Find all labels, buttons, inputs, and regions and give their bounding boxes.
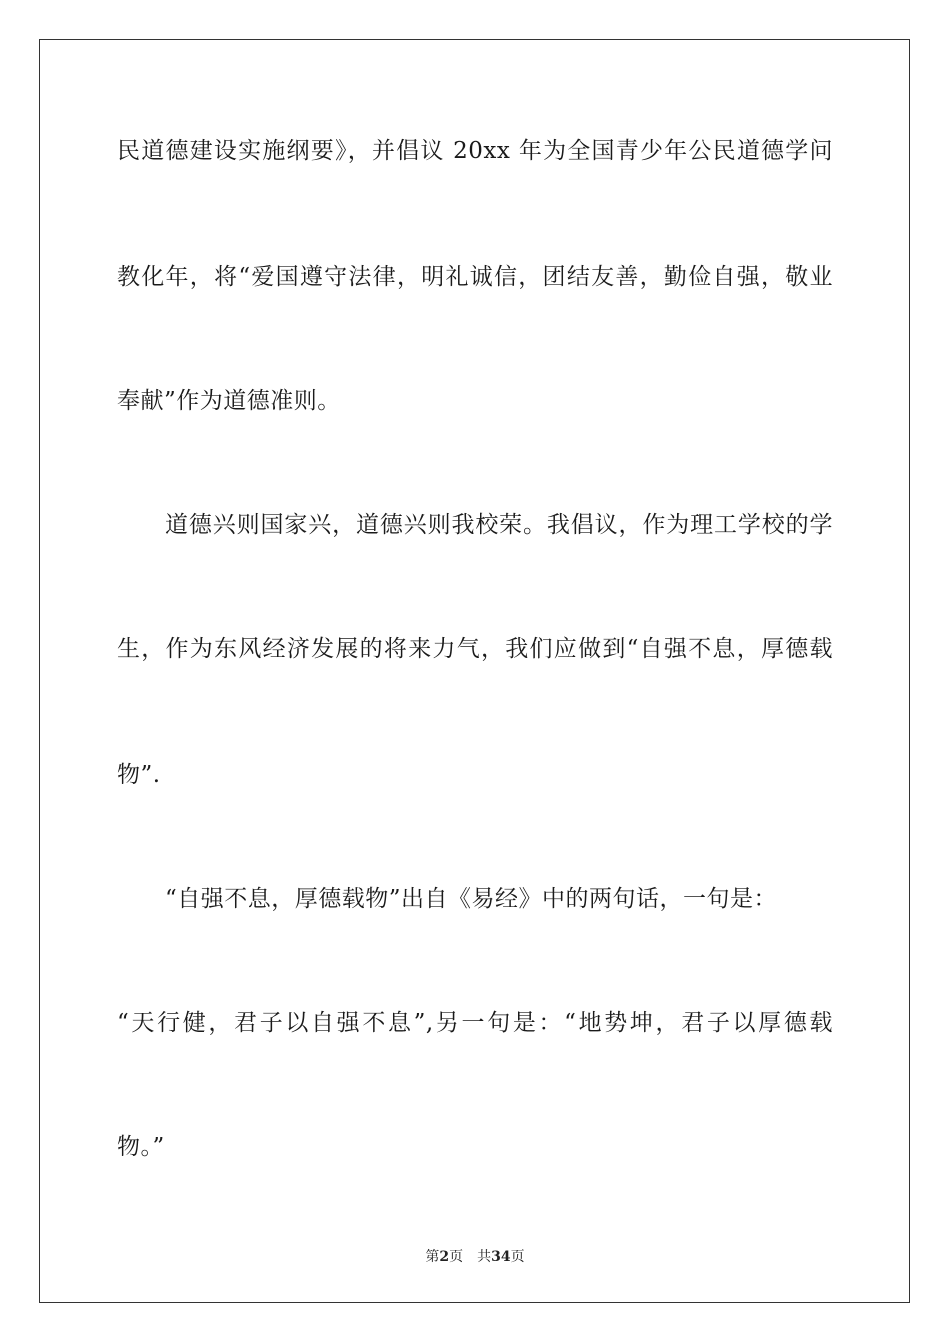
body-line-9: 物。” — [117, 1134, 165, 1160]
body-line-7: “自强不息，厚德载物”出自《易经》中的两句话，一句是： — [165, 886, 778, 912]
page-border — [39, 39, 910, 1303]
footer-total-prefix: 共 — [477, 1249, 492, 1265]
page-footer — [0, 1248, 950, 1266]
body-line-4: 道德兴则国家兴，道德兴则我校荣。我倡议，作为理工学校的学 — [165, 512, 833, 538]
body-line-2: 教化年，将“爱国遵守法律，明礼诚信，团结友善，勤俭自强，敬业 — [117, 264, 833, 290]
footer-page-suffix: 页 — [449, 1249, 464, 1265]
body-line-8: “天行健，君子以自强不息”,另一句是：“地势坤，君子以厚德载 — [117, 1010, 833, 1036]
body-line-3: 奉献”作为道德准则。 — [117, 388, 341, 414]
body-line-1: 民道德建设实施纲要》，并倡议 20xx 年为全国青少年公民道德学问 — [117, 138, 833, 164]
body-line-6: 物”. — [117, 762, 161, 788]
body-line-5: 生，作为东风经济发展的将来力气，我们应做到“自强不息，厚德载 — [117, 636, 833, 662]
footer-page-prefix: 第 — [425, 1249, 440, 1265]
footer-page-current: 2 — [439, 1249, 450, 1265]
footer-page-total: 34 — [491, 1249, 511, 1265]
footer-total-suffix: 页 — [510, 1249, 525, 1265]
